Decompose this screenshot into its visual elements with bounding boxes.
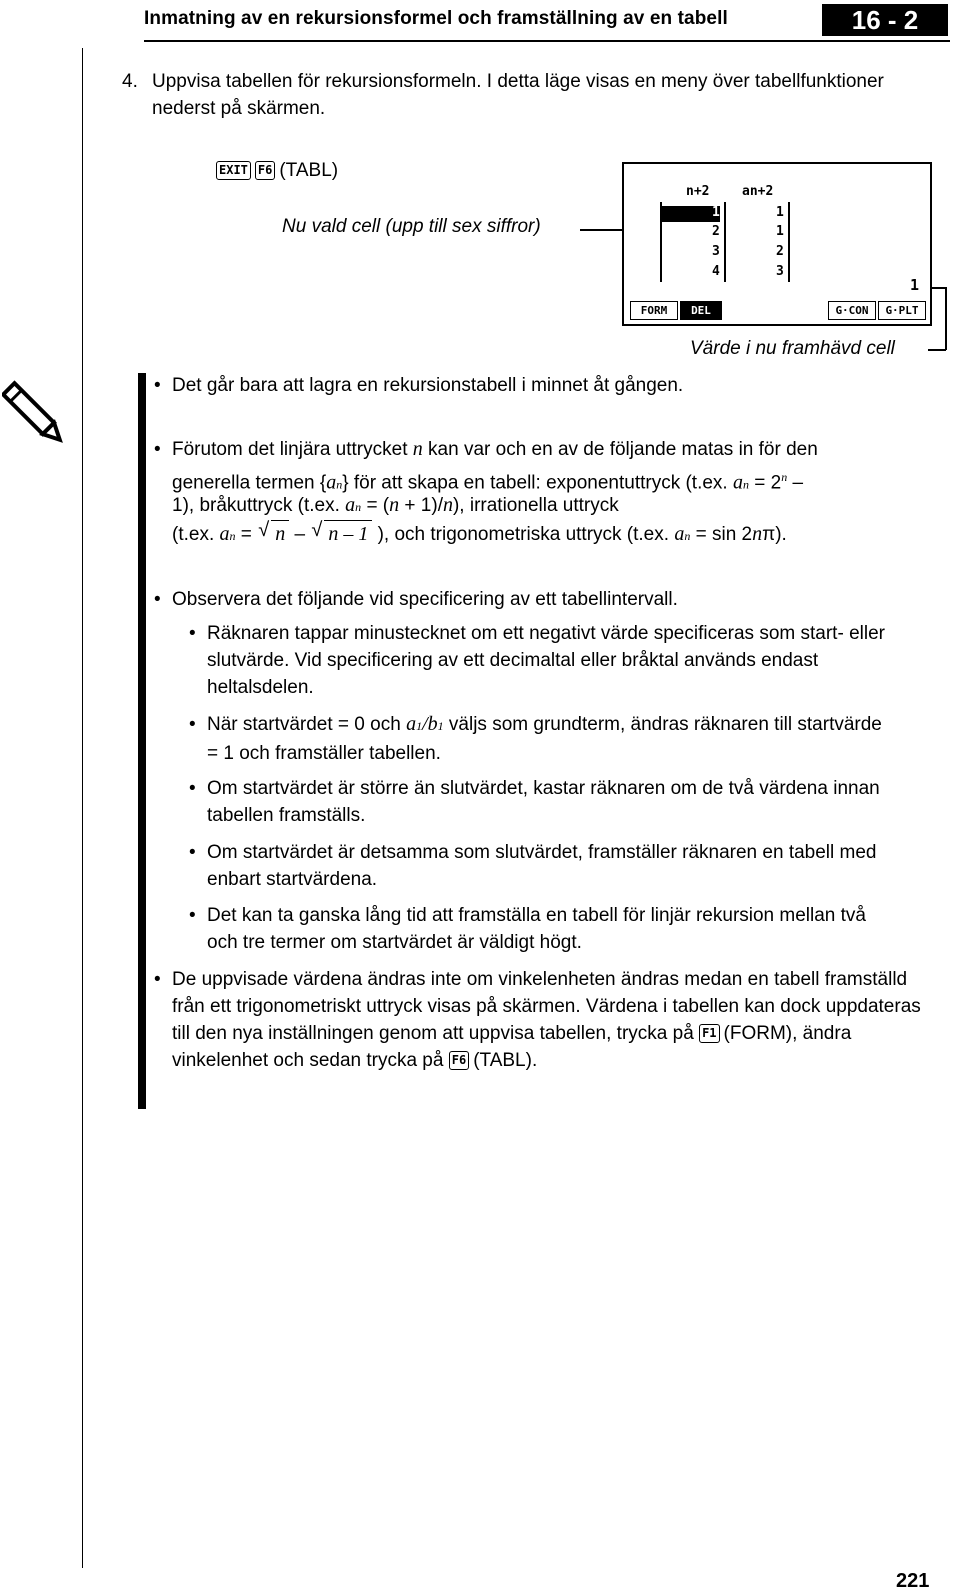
cell-value: 4 — [712, 264, 720, 279]
section-number: 16 - 2 — [822, 4, 948, 36]
cell-value: 2 — [776, 244, 784, 259]
cell-value: 1 — [712, 205, 720, 220]
col2-header: an+2 — [742, 184, 774, 199]
step-number: 4. — [122, 71, 138, 92]
header-rule — [144, 40, 950, 42]
f6-key: F6 — [255, 161, 275, 180]
note-bar — [138, 373, 146, 1109]
step-text: Uppvisa tabellen för rekursionsformeln. I detta läge visas en meny över tabellfunktioner nederst på skärmen. — [152, 71, 884, 119]
cell-value: 3 — [712, 244, 720, 259]
note-pencil-icon — [2, 378, 68, 457]
cell-value: 3 — [776, 264, 784, 279]
callout-value-cell: Värde i nu framhävd cell — [690, 338, 895, 359]
callout-line-right-vert — [945, 287, 947, 350]
page-header-title: Inmatning av en rekursionsformel och framställning av en tabell — [144, 8, 728, 29]
table-divider-left — [660, 202, 662, 282]
f1-key: F1 — [699, 1024, 719, 1043]
cell-value: 1 — [776, 224, 784, 239]
f6-key: F6 — [449, 1051, 469, 1070]
cell-value: 1 — [776, 205, 784, 220]
current-value-readout: 1 — [910, 276, 920, 294]
page-number: 221 — [896, 1570, 930, 1592]
fkey-gplt: G·PLT — [878, 301, 926, 320]
margin-line — [82, 48, 83, 1568]
fkey-gcon: G·CON — [828, 301, 876, 320]
fkey-form: FORM — [630, 301, 678, 320]
fkey-del: DEL — [680, 301, 722, 320]
calculator-screen — [622, 162, 932, 326]
table-divider-mid — [724, 202, 726, 282]
callout-current-cell: Nu vald cell (upp till sex siffror) — [282, 216, 541, 237]
callout-line-right-bottom — [928, 349, 946, 351]
key-label: (TABL) — [279, 160, 339, 181]
exit-key: EXIT — [216, 161, 251, 180]
table-divider-right — [788, 202, 790, 282]
key-sequence — [216, 160, 338, 182]
highlighted-cell — [660, 206, 720, 222]
col1-header: n+2 — [686, 184, 710, 199]
cell-value: 2 — [712, 224, 720, 239]
